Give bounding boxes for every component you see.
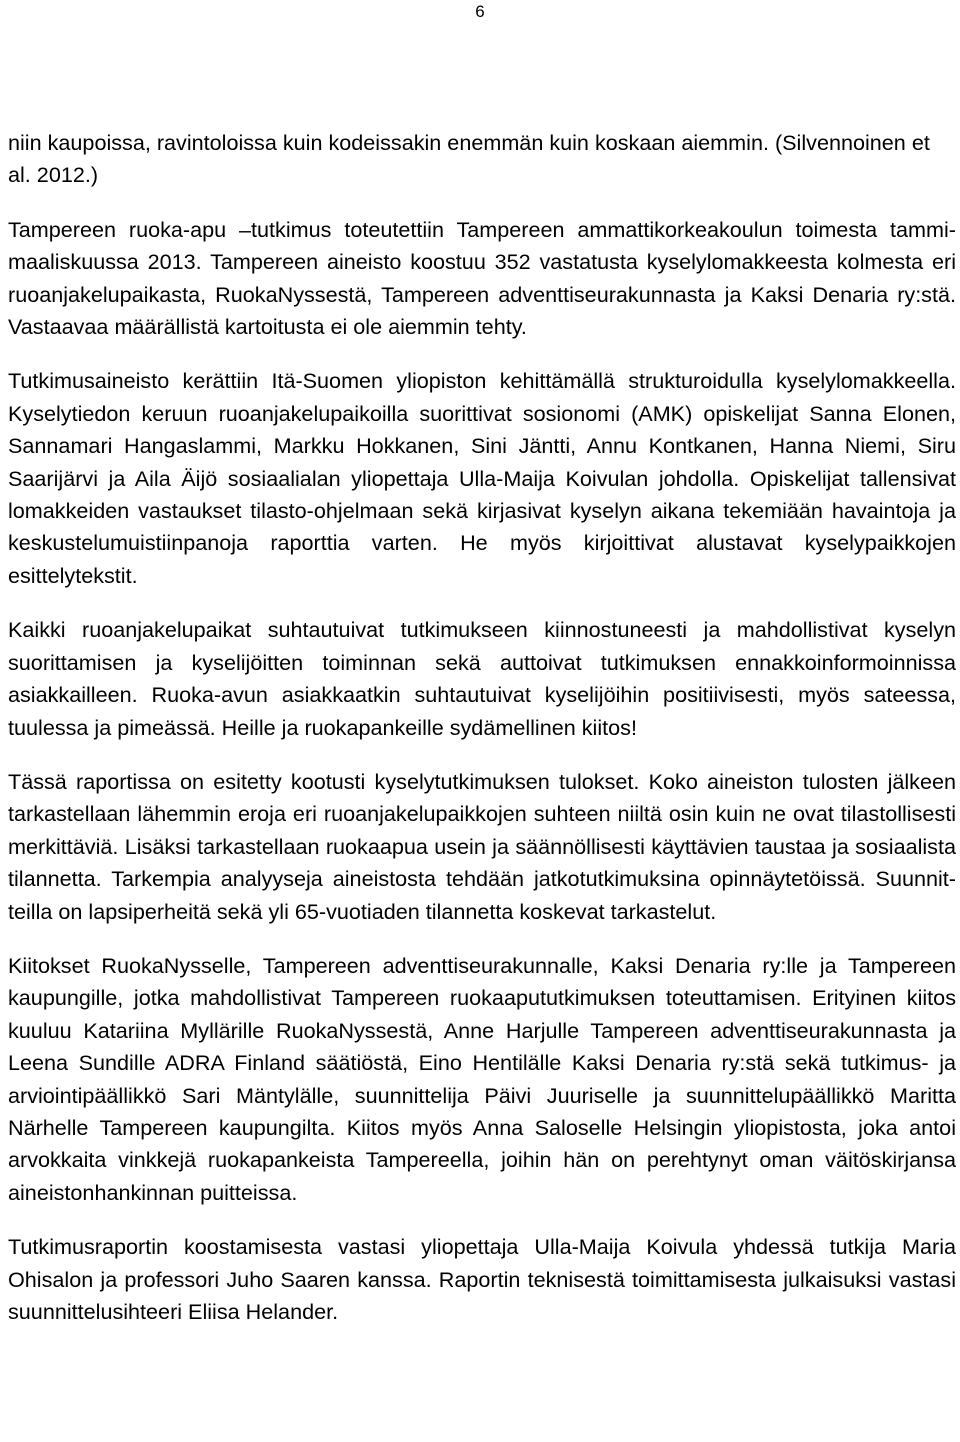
paragraph-continuation: niin kaupoissa, ravintoloissa kuin kodeissakin enemmän kuin koskaan aiemmin. (Silvennoinen et al. 2012.) xyxy=(8,130,930,188)
paragraph-data-collection: Tutkimusaineisto kerättiin Itä-Suomen yliopiston kehittämällä strukturoidulla kyselylomakkeella. Kyselytiedon keruun ruoanjakelupaikoilla suorittivat sosionomi (AMK) opiskelijat Sanna Elonen, Sannamari Hangaslammi, Markku Hokkanen, Sini Jäntti, Annu Kontkanen, Hanna Niemi, Siru Saarijärvi ja Aila Äijö sosiaalialan yliopettaja Ulla-Maija Koivulan johdolla. Opiskelijat tallensivat lomakkeiden vastaukset tilasto-ohjelmaan sekä kirjasivat kyselyn aikana tekemiään havaintoja ja keskustelumuistiinpanoja raporttia varten. He myös kirjoittivat alustavat kyselypaikkojen esittelytekstit. xyxy=(8,368,956,588)
paragraph-report-contents: Tässä raportissa on esitetty kootusti kyselytutkimuksen tulokset. Koko aineiston tulosten jälkeen tarkastellaan lähemmin eroja eri ruoanjakelupaikkojen suhteen niiltä osin kuin ne ovat tilastollisesti merkittäviä. Lisäksi tarkastellaan ruokaapua usein ja säännöllisesti käyttävien taustaa ja sosiaalista tilannetta. Tarkempia analyyseja aineistosta tehdään jatkotutkimuksina opinnäytetöissä. Suunnitteilla on lapsiperheitä sekä yli 65-vuotiaden tilannetta koskevat tarkastelut. xyxy=(8,768,956,924)
page-number: 6 xyxy=(475,2,485,21)
paragraph-study-overview: Tampereen ruoka-apu –tutkimus toteutettiin Tampereen ammattikorkeakoulun toimesta tammi-maaliskuussa 2013. Tampereen aineisto koostuu 352 vastatusta kyselylomakkeesta kolmesta eri ruoanjakelupaikasta, RuokaNyssestä, Tampereen adventtiseurakunnasta ja Kaksi Denaria ry:stä. Vastaavaa määrällistä kartoitusta ei ole aiemmin tehty. xyxy=(8,216,956,340)
paragraph-distribution-sites: Kaikki ruoanjakelupaikat suhtautuivat tutkimukseen kiinnostuneesti ja mahdollistivat kyselyn suorittamisen ja kyselijöitten toiminnan sekä auttoivat tutkimuksen ennakkoinformoinnissa asiakkailleen. Ruoka-avun asiakkaatkin suhtautuivat kyselijöihin positiivisesti, myös sateessa, tuulessa ja pimeässä. Heille ja ruokapankeille sydämellinen kiitos! xyxy=(8,617,956,740)
paragraph-report-authors: Tutkimusraportin koostamisesta vastasi yliopettaja Ulla-Maija Koivula yhdessä tutkija Maria Ohisalon ja professori Juho Saaren kanssa. Raportin teknisestä toimittamisesta julkaisuksi vastasi suunnittelusihteeri Eliisa Helander. xyxy=(8,1234,956,1324)
document-body xyxy=(8,127,956,1350)
paragraph-acknowledgements: Kiitokset RuokaNysselle, Tampereen adventtiseurakunnalle, Kaksi Denaria ry:lle ja Tampereen kaupungille, jotka mahdollistivat Tampereen ruokaapututkimuksen toteuttamisen. Erityinen kiitos kuuluu Katariina Myllärille RuokaNyssestä, Anne Harjulle Tampereen adventtiseurakunnasta ja Leena Sundille ADRA Finland säätiöstä, Eino Hentilälle Kaksi Denaria ry:stä sekä tutkimus- ja arviointipäällikkö Sari Mäntylälle, suunnittelija Päivi Juuriselle ja suunnittelupäällikkö Maritta Närhelle Tampereen kaupungilta. Kiitos myös Anna Saloselle Helsingin yliopistosta, joka antoi arvokkaita vinkkejä ruokapankeista Tampereella, joihin hän on perehtynyt oman väitöskirjansa aineistonhankinnan puitteissa. xyxy=(8,952,956,1205)
